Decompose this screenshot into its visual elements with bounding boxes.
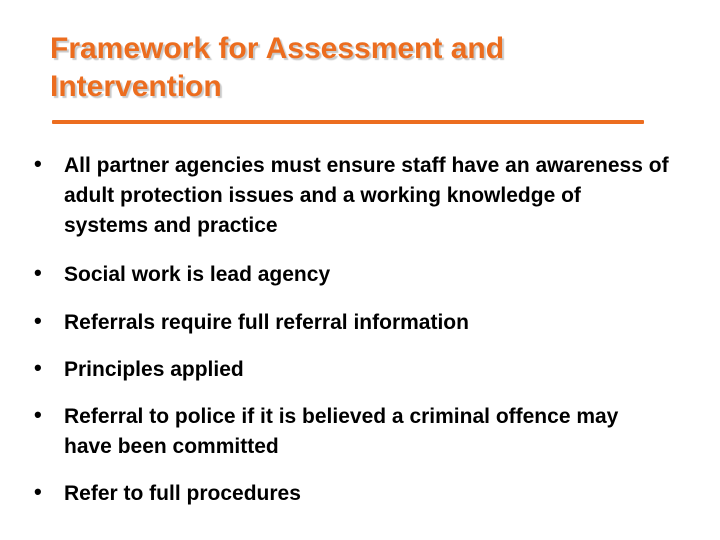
slide-title: Framework for Assessment and Intervention [50, 32, 505, 103]
bullet-text: All partner agencies must ensure staff have an awareness of adult protection issues and a working knowledge of systems and practice [64, 154, 669, 237]
bullet-item [30, 402, 670, 462]
bullet-dot-icon: • [34, 479, 42, 504]
bullet-text: Social work is lead agency [64, 263, 331, 286]
bullet-text: Refer to full procedures [64, 482, 301, 505]
bullet-item [30, 355, 670, 385]
bullet-item [30, 151, 670, 241]
bullet-dot-icon: • [34, 260, 42, 285]
bullet-item [30, 308, 670, 338]
bullet-dot-icon: • [34, 355, 42, 380]
bullet-list [30, 145, 670, 509]
bullet-dot-icon: • [34, 402, 42, 427]
bullet-text: Referrals require full referral information [64, 311, 469, 334]
bullet-item [30, 260, 670, 290]
bullet-dot-icon: • [34, 151, 42, 176]
bullet-item [30, 479, 670, 509]
bullet-text: Referral to police if it is believed a criminal offence may have been committed [64, 405, 619, 458]
bullet-text: Principles applied [64, 358, 244, 381]
title-divider [52, 120, 644, 124]
bullet-dot-icon: • [34, 308, 42, 333]
